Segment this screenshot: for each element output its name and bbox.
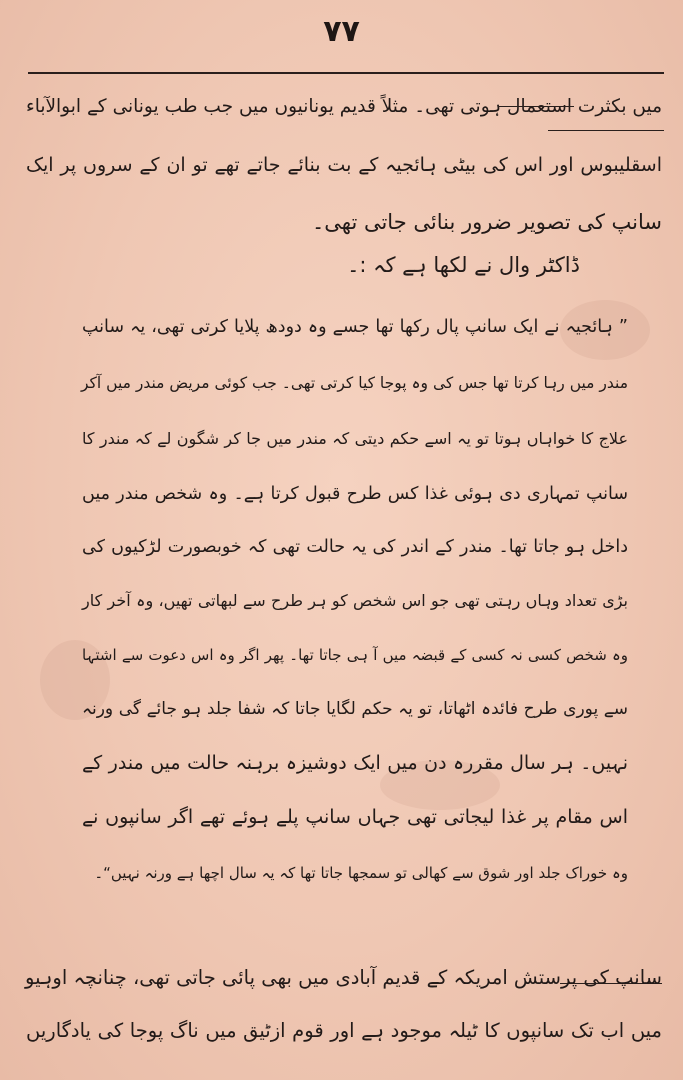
quote-line-1: ” ہائجیہ نے ایک سانپ پال رکھا تھا جسے وہ دودھ پلایا کرتی تھی، یہ سانپ <box>82 317 628 337</box>
quote-line-6: بڑی تعداد وہاں رہتی تھی جو اس شخص کو ہر طرح سے لبھاتی تھیں، وہ آخر کار <box>82 591 628 610</box>
closing-line-2: میں اب تک سانپوں کا ٹیلہ موجود ہے اور قوم ازٹیق میں ناگ پوجا کی یادگاریں <box>26 1019 662 1042</box>
quote-line-7: وہ شخص کسی نہ کسی کے قبضہ میں آ ہی جاتا تھا۔ پھر اگر وہ اس دعوت سے اشتہا <box>82 646 628 664</box>
intro-line-1: میں بکثرت استعمال ہوتی تھی۔ مثلاً قدیم یونانیوں میں جب طب یونانی کے ابوالآباء <box>26 96 662 117</box>
quote-line-11: وہ خوراک جلد اور شوق سے کھالی تو سمجھا جاتا تھا کہ یہ سال اچھا ہے ورنہ نہیں“۔ <box>94 864 628 882</box>
intro-line-3: سانپ کی تصویر ضرور بنائی جاتی تھی۔ <box>311 210 662 234</box>
intro-line-2: اسقلیبوس اور اس کی بیٹی ہائجیہ کے بت بنائے جاتے تھے تو ان کے سروں پر ایک <box>26 154 662 176</box>
quote-line-10: اس مقام پر غذا لیجاتی تھی جہاں سانپ پلے ہوئے تھے اگر سانپوں نے <box>82 806 628 828</box>
underline-mark <box>548 130 664 131</box>
quote-line-4: سانپ تمہاری دی ہوئی غذا کس طرح قبول کرتا ہے۔ وہ شخص مندر میں <box>82 484 628 504</box>
quote-line-3: علاج کا خواہاں ہوتا تو یہ اسے حکم دیتی کہ مندر میں جا کر شگون لے کہ مندر کا <box>82 429 628 448</box>
citation-heading: ڈاکٹر وال نے لکھا ہے کہ :۔ <box>347 253 580 277</box>
page-number: ۷۷ <box>323 14 360 49</box>
closing-line-1: سانپ کی پرستش امریکہ کے قدیم آبادی میں بھی پائی جاتی تھی، چنانچہ اوہیو <box>25 966 662 989</box>
quote-line-9: نہیں۔ ہر سال مقررہ دن میں ایک دوشیزہ برہنہ حالت میں مندر کے <box>82 752 628 774</box>
quote-line-5: داخل ہو جاتا تھا۔ مندر کے اندر کی یہ حالت تھی کہ خوبصورت لڑکیوں کی <box>82 537 628 557</box>
quote-line-8: سے پوری طرح فائدہ اٹھاتا، تو یہ حکم لگایا جاتا کہ شفا جلد ہو جائے گی ورنہ <box>82 699 628 719</box>
underline-mark <box>498 106 574 107</box>
quote-line-2: مندر میں رہا کرتا تھا جس کی وہ پوجا کیا کرتی تھی۔ جب کوئی مریض مندر میں آکر <box>80 374 628 392</box>
header-rule <box>28 72 664 74</box>
